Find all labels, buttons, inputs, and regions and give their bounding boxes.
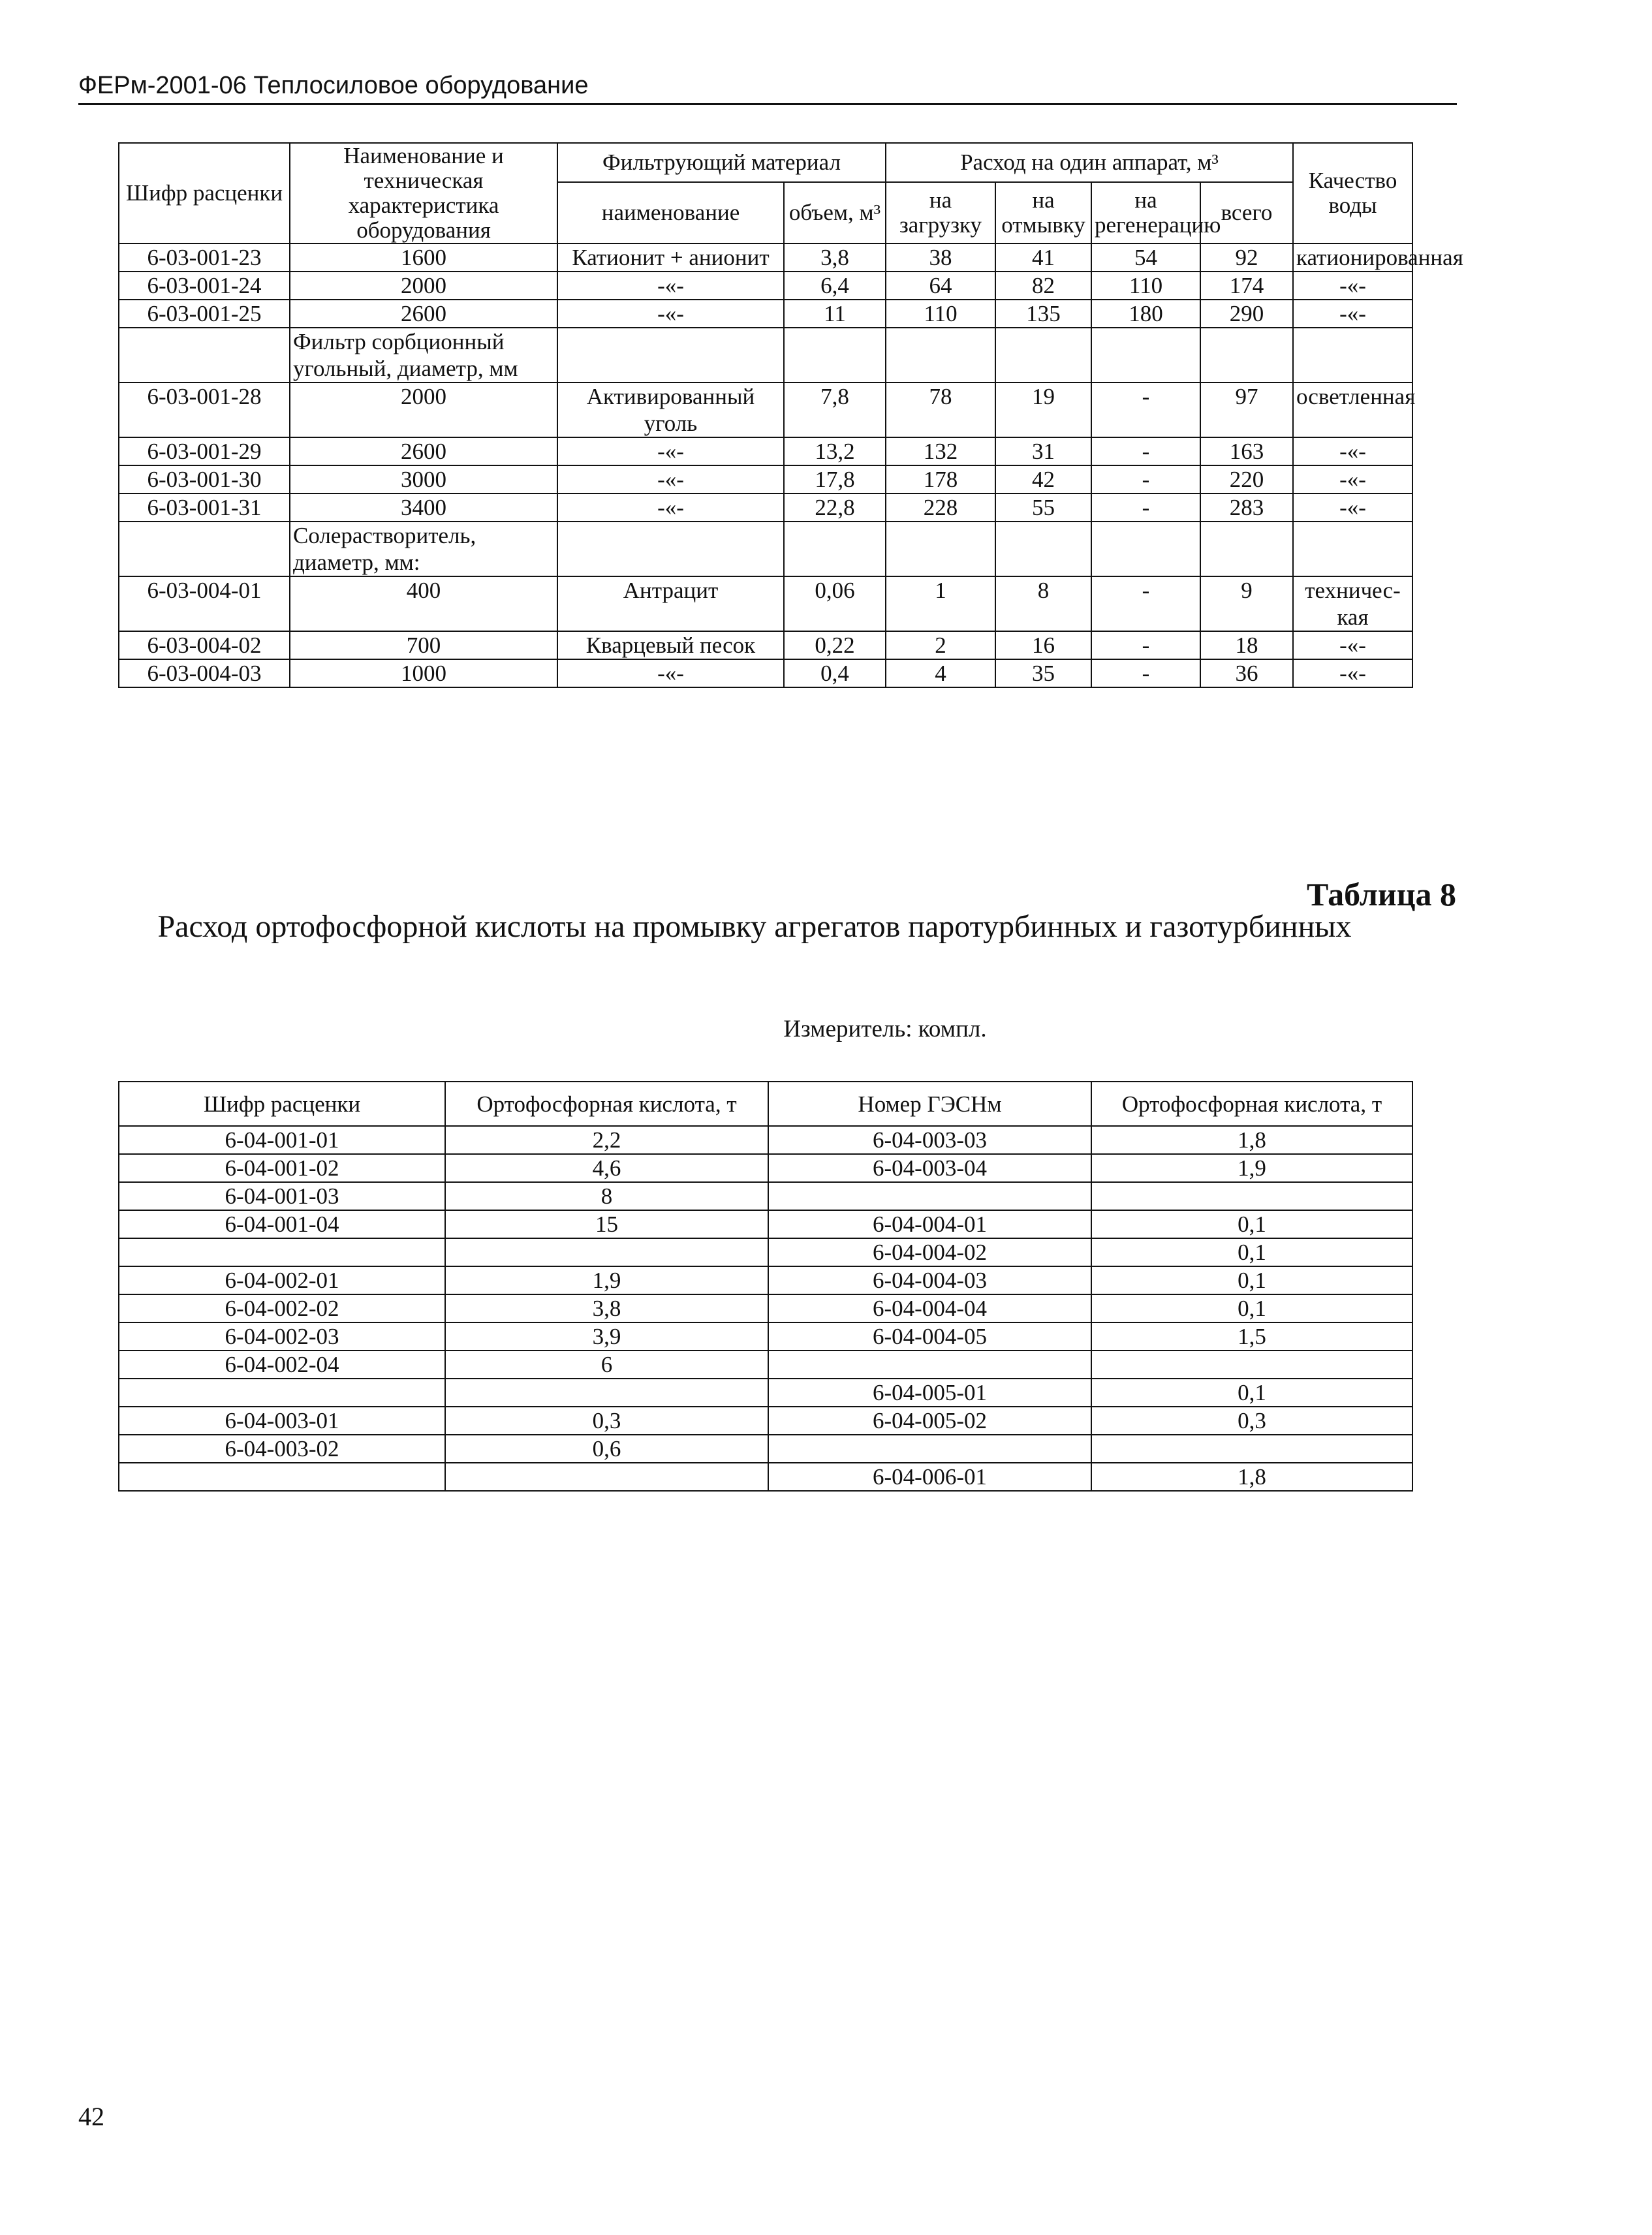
acid-cell: 0,1 [1091,1379,1412,1407]
total-cell: 18 [1200,631,1293,659]
name-cell: Солерастворитель, диаметр, мм: [290,522,557,576]
header-regeneration: на регенерацию [1091,182,1200,243]
wash-cell: 42 [995,465,1091,493]
quality-cell: -«- [1293,631,1412,659]
name-cell: 1600 [290,243,557,272]
code-cell: 6-03-001-23 [119,243,290,272]
quality-cell: -«- [1293,272,1412,300]
quality-cell: катионированная [1293,243,1412,272]
units-note: Измеритель: компл. [783,1016,987,1042]
gesn-number-cell: 6-04-004-01 [768,1210,1091,1238]
acid-cell: 3,8 [445,1294,768,1322]
material-cell [557,328,784,383]
table-row [119,465,1412,493]
gesn-number-cell: 6-04-004-02 [768,1238,1091,1266]
regen-cell [1091,328,1200,383]
table-row [119,1351,1412,1379]
code-cell: 6-03-001-25 [119,300,290,328]
name-cell: 2600 [290,437,557,465]
gesn-number-cell [768,1435,1091,1463]
volume-cell: 6,4 [784,272,886,300]
load-cell: 178 [886,465,995,493]
table-caption: Расход ортофосфорной кислоты на промывку агрегатов паротурбинных и газотурбинных [157,909,1352,944]
acid-cell: 0,1 [1091,1210,1412,1238]
name-cell: 1000 [290,659,557,687]
volume-cell: 0,22 [784,631,886,659]
code-cell: 6-04-003-02 [119,1435,445,1463]
load-cell [886,522,995,576]
material-cell: Катионит + анионит [557,243,784,272]
table-row [119,1182,1412,1210]
table-row [119,659,1412,687]
load-cell: 132 [886,437,995,465]
table-row [119,300,1412,328]
load-cell: 1 [886,576,995,631]
volume-cell: 3,8 [784,243,886,272]
table-row [119,631,1412,659]
gesn-number-cell: 6-04-004-04 [768,1294,1091,1322]
total-cell: 9 [1200,576,1293,631]
volume-cell: 17,8 [784,465,886,493]
code-cell: 6-04-002-03 [119,1322,445,1351]
load-cell [886,328,995,383]
header-material-name: наименование [557,182,784,243]
name-cell: 3000 [290,465,557,493]
acid-cell: 1,8 [1091,1126,1412,1154]
table-row [119,1126,1412,1154]
acid-cell: 3,9 [445,1322,768,1351]
table-row [119,522,1412,576]
table-row [119,1407,1412,1435]
load-cell: 110 [886,300,995,328]
gesn-number-cell [768,1182,1091,1210]
table-row [119,1379,1412,1407]
total-cell: 290 [1200,300,1293,328]
wash-cell: 55 [995,493,1091,522]
acid-cell: 0,3 [445,1407,768,1435]
gesn-number-cell: 6-04-004-05 [768,1322,1091,1351]
quality-cell: -«- [1293,437,1412,465]
material-cell: -«- [557,465,784,493]
acid-cell: 1,5 [1091,1322,1412,1351]
table-row [119,1154,1412,1182]
running-header: ФЕРм-2001-06 Теплосиловое оборудование [78,69,1457,105]
table-row [119,1322,1412,1351]
load-cell: 64 [886,272,995,300]
code-cell [119,1463,445,1491]
name-cell: Фильтр сорбционный угольный, диаметр, мм [290,328,557,383]
acid-cell: 1,8 [1091,1463,1412,1491]
volume-cell: 11 [784,300,886,328]
total-cell: 220 [1200,465,1293,493]
material-cell: -«- [557,300,784,328]
acid-cell: 2,2 [445,1126,768,1154]
wash-cell: 19 [995,383,1091,437]
regen-cell: - [1091,659,1200,687]
quality-cell: -«- [1293,493,1412,522]
acid-cell: 0,1 [1091,1266,1412,1294]
acid-cell [1091,1182,1412,1210]
gesn-number-cell: 6-04-003-03 [768,1126,1091,1154]
acid-cell [445,1379,768,1407]
code-cell [119,1379,445,1407]
name-cell: 700 [290,631,557,659]
material-cell: -«- [557,493,784,522]
code-cell: 6-03-004-01 [119,576,290,631]
name-cell: 2000 [290,383,557,437]
volume-cell [784,522,886,576]
filter-materials-table [118,142,1463,688]
material-cell: -«- [557,272,784,300]
gesn-number-cell: 6-04-005-02 [768,1407,1091,1435]
acid-cell: 0,1 [1091,1238,1412,1266]
header-acid: Ортофосфорная кислота, т [445,1082,768,1126]
code-cell: 6-03-004-03 [119,659,290,687]
gesn-number-cell: 6-04-006-01 [768,1463,1091,1491]
code-cell: 6-04-001-01 [119,1126,445,1154]
code-cell [119,328,290,383]
acid-cell: 1,9 [1091,1154,1412,1182]
acid-cell [1091,1435,1412,1463]
acid-cell [445,1463,768,1491]
code-cell: 6-04-002-02 [119,1294,445,1322]
header-material-volume: объем, м³ [784,182,886,243]
regen-cell: - [1091,465,1200,493]
table-row [119,1210,1412,1238]
name-cell: 400 [290,576,557,631]
table-row [119,1435,1412,1463]
table-row [119,437,1412,465]
load-cell: 228 [886,493,995,522]
material-cell: Кварцевый песок [557,631,784,659]
acid-cell [1091,1351,1412,1379]
total-cell [1200,522,1293,576]
table-label: Таблица 8 [1306,876,1456,913]
header-load: на загрузку [886,182,995,243]
volume-cell [784,328,886,383]
acid-cell: 0,1 [1091,1294,1412,1322]
table-row [119,1463,1412,1491]
code-cell: 6-04-001-03 [119,1182,445,1210]
header-equipment-name: Наименование и техническая характеристика оборудования [290,143,557,243]
gesn-number-cell: 6-04-003-04 [768,1154,1091,1182]
wash-cell [995,328,1091,383]
load-cell: 4 [886,659,995,687]
total-cell: 174 [1200,272,1293,300]
code-cell: 6-04-002-01 [119,1266,445,1294]
total-cell: 36 [1200,659,1293,687]
table-row [119,328,1412,383]
total-cell: 97 [1200,383,1293,437]
wash-cell: 31 [995,437,1091,465]
table-row [119,1238,1412,1266]
regen-cell: 180 [1091,300,1200,328]
code-cell: 6-03-001-28 [119,383,290,437]
regen-cell: - [1091,493,1200,522]
material-cell [557,522,784,576]
regen-cell: - [1091,631,1200,659]
gesn-number-cell: 6-04-004-03 [768,1266,1091,1294]
gesn-number-cell [768,1351,1091,1379]
acid-cell: 1,9 [445,1266,768,1294]
quality-cell: осветленная [1293,383,1412,437]
wash-cell: 16 [995,631,1091,659]
name-cell: 2600 [290,300,557,328]
load-cell: 38 [886,243,995,272]
quality-cell: -«- [1293,465,1412,493]
quality-cell: -«- [1293,300,1412,328]
volume-cell: 0,4 [784,659,886,687]
phosphoric-acid-table [118,1081,1413,1492]
header-code: Шифр расценки [119,143,290,243]
acid-cell: 8 [445,1182,768,1210]
material-cell: -«- [557,659,784,687]
acid-cell: 15 [445,1210,768,1238]
regen-cell: - [1091,437,1200,465]
filter-materials-body [119,243,1463,687]
material-cell: -«- [557,437,784,465]
acid-cell: 4,6 [445,1154,768,1182]
header-filter-material: Фильтрующий материал [557,143,886,182]
regen-cell [1091,522,1200,576]
code-cell: 6-03-001-24 [119,272,290,300]
table-row [119,243,1412,272]
phosphoric-acid-body [119,1126,1412,1491]
header-code: Шифр расценки [119,1082,445,1126]
code-cell: 6-04-003-01 [119,1407,445,1435]
acid-cell [445,1238,768,1266]
header-gesn-number: Номер ГЭСНм [768,1082,1091,1126]
total-cell [1200,328,1293,383]
regen-cell: 54 [1091,243,1200,272]
table-row [119,1294,1412,1322]
volume-cell: 13,2 [784,437,886,465]
header-water-quality: Качество воды [1293,143,1412,243]
material-cell: Активированный уголь [557,383,784,437]
code-cell: 6-03-001-29 [119,437,290,465]
acid-cell: 6 [445,1351,768,1379]
code-cell: 6-03-001-31 [119,493,290,522]
code-cell: 6-04-001-04 [119,1210,445,1238]
wash-cell: 82 [995,272,1091,300]
total-cell: 163 [1200,437,1293,465]
quality-cell [1293,522,1412,576]
volume-cell: 22,8 [784,493,886,522]
header-consumption: Расход на один аппарат, м³ [886,143,1293,182]
regen-cell: 110 [1091,272,1200,300]
code-cell: 6-04-001-02 [119,1154,445,1182]
load-cell: 2 [886,631,995,659]
code-cell [119,522,290,576]
page-number: 42 [78,2102,104,2131]
code-cell: 6-03-004-02 [119,631,290,659]
regen-cell: - [1091,383,1200,437]
header-acid: Ортофосфорная кислота, т [1091,1082,1412,1126]
material-cell: Антрацит [557,576,784,631]
quality-cell: -«- [1293,659,1412,687]
header-total: всего [1200,182,1293,243]
table-row [119,383,1412,437]
wash-cell [995,522,1091,576]
regen-cell: - [1091,576,1200,631]
total-cell: 92 [1200,243,1293,272]
volume-cell: 0,06 [784,576,886,631]
gesn-number-cell: 6-04-005-01 [768,1379,1091,1407]
code-cell [119,1238,445,1266]
table-row [119,1266,1412,1294]
volume-cell: 7,8 [784,383,886,437]
name-cell: 2000 [290,272,557,300]
load-cell: 78 [886,383,995,437]
header-wash: на отмывку [995,182,1091,243]
quality-cell [1293,328,1412,383]
acid-cell: 0,3 [1091,1407,1412,1435]
table-row [119,576,1412,631]
table-row [119,493,1412,522]
wash-cell: 41 [995,243,1091,272]
acid-cell: 0,6 [445,1435,768,1463]
name-cell: 3400 [290,493,557,522]
table-row [119,272,1412,300]
wash-cell: 8 [995,576,1091,631]
quality-cell: техничес-кая [1293,576,1412,631]
wash-cell: 135 [995,300,1091,328]
wash-cell: 35 [995,659,1091,687]
code-cell: 6-04-002-04 [119,1351,445,1379]
total-cell: 283 [1200,493,1293,522]
code-cell: 6-03-001-30 [119,465,290,493]
